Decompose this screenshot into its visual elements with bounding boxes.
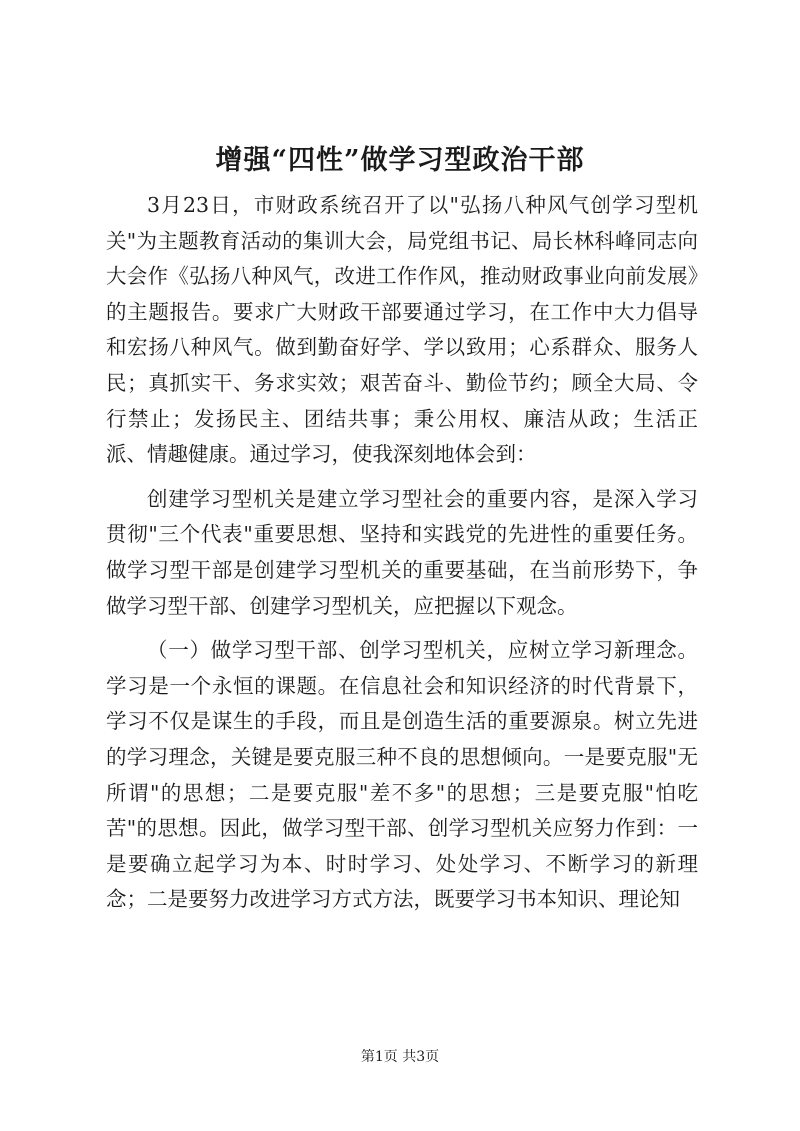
paragraph-learning-organization: 创建学习型机关是建立学习型社会的重要内容，是深入学习贯彻"三个代表"重要思想、坚持和实践党的先进性的重要任务。做学习型干部是创建学习型机关的重要基础，在当前形势下，争做学习型干部、创建学习型机关，应把握以下观念。 [106,486,698,618]
paragraph-point-one: （一）做学习型干部、创学习型机关，应树立学习新理念。学习是一个永恒的课题。在信息社会和知识经济的时代背景下，学习不仅是谋生的手段，而且是创造生活的重要源泉。树立先进的学习理念，关键是要克服三种不良的思想倾向。一是要克服"无所谓"的思想；二是要克服"差不多"的思想；三是要克服"怕吃苦"的思想。因此，做学习型干部、创学习型机关应努力作到：一是要确立起学习为本、时时学习、处处学习、不断学习的新理念；二是要努力改进学习方式方法，既要学习书本知识、理论知 [106,638,698,912]
document-title: 增强“四性”做学习型政治干部 [215,145,585,176]
page-number-footer: 第1页 共3页 [360,1049,440,1065]
document-body [106,188,698,918]
paragraph-intro: 3月23日，市财政系统召开了以"弘扬八种风气创学习型机关"为主题教育活动的集训大会，局党组书记、局长林科峰同志向大会作《弘扬八种风气，改进工作作风，推动财政事业向前发展》的主题报告。要求广大财政干部要通过学习，在工作中大力倡导和宏扬八种风气。做到勤奋好学、学以致用；心系群众、服务人民；真抓实干、务求实效；艰苦奋斗、勤俭节约；顾全大局、令行禁止；发扬民主、团结共事；秉公用权、廉洁从政；生活正派、情趣健康。通过学习，使我深刻地体会到： [106,193,698,467]
